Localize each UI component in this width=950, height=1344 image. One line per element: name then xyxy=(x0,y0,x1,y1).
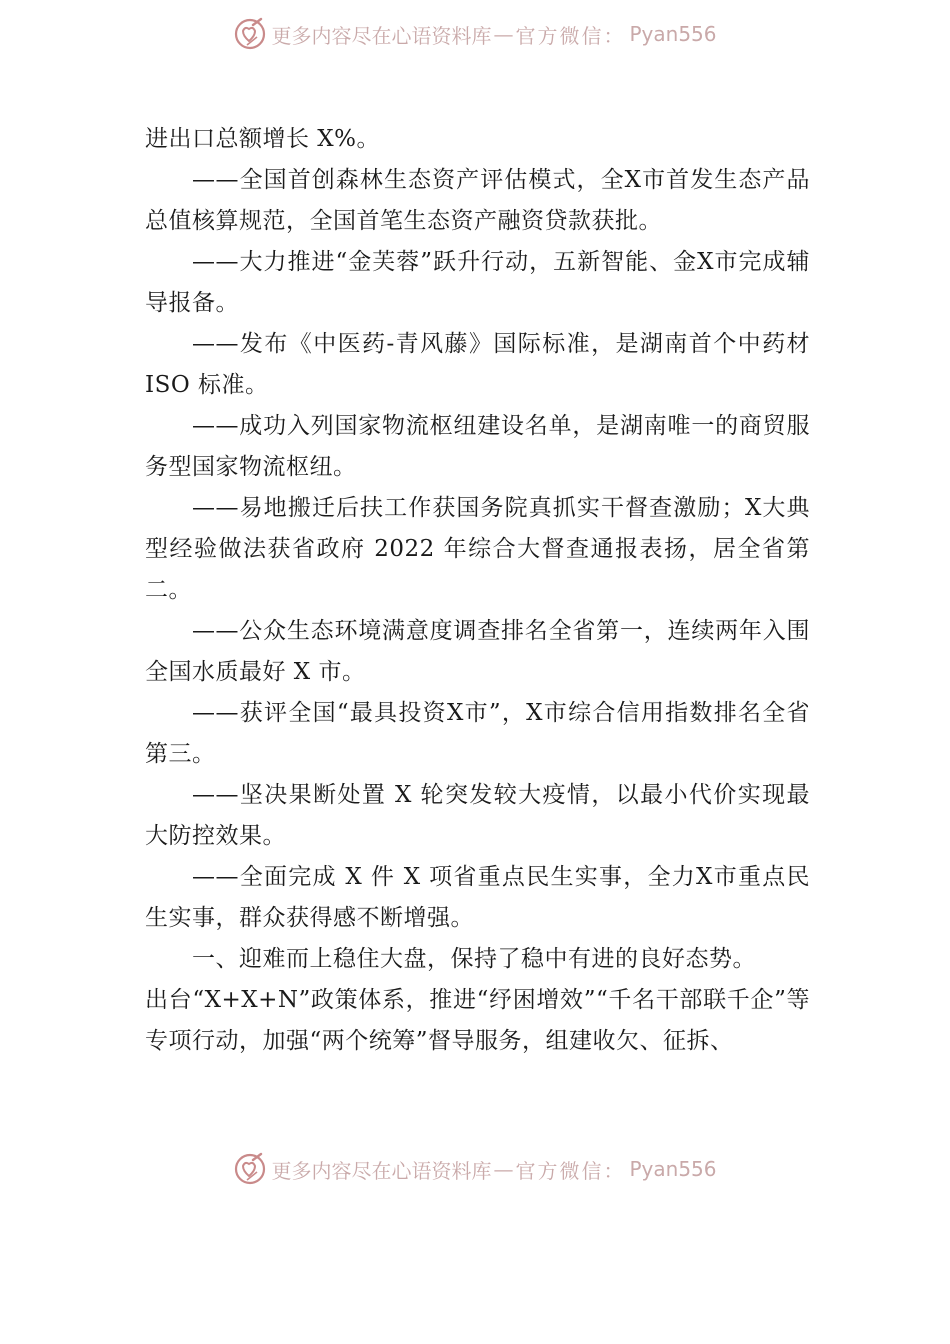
watermark-brand: 更多内容尽在心语资料库 xyxy=(271,23,492,48)
paragraph: ——大力推进“金芙蓉”跃升行动，五新智能、金X市完成辅导报备。 xyxy=(145,249,810,316)
watermark-wechat-id: Pyan556 xyxy=(629,1157,717,1181)
watermark-wechat-id: Pyan556 xyxy=(629,22,717,46)
section-heading: 一、迎难而上稳住大盘，保持了稳中有进的良好态势。 xyxy=(192,946,756,972)
watermark-brand: 更多内容尽在心语资料库 xyxy=(271,1158,492,1183)
paragraph: ——公众生态环境满意度调查排名全省第一，连续两年入围全国水质最好 X 市。 xyxy=(145,618,810,685)
header-watermark xyxy=(0,14,950,54)
watermark-wechat-label: 官方微信： xyxy=(515,23,626,48)
paragraph: ——成功入列国家物流枢纽建设名单，是湖南唯一的商贸服务型国家物流枢纽。 xyxy=(145,413,810,480)
paragraph: 进出口总额增长 X%。 xyxy=(145,126,381,152)
paragraph: 出台“X+X+N”政策体系，推进“纾困增效”“千名干部联千企”等专项行动，加强“两个统筹”督导服务，组建收欠、征拆、 xyxy=(145,987,810,1054)
heart-pen-logo-icon xyxy=(233,1152,267,1186)
heart-pen-logo-icon xyxy=(233,17,267,51)
paragraph: ——获评全国“最具投资X市”，X市综合信用指数排名全省第三。 xyxy=(145,700,810,767)
footer-watermark xyxy=(0,1149,950,1189)
watermark-separator: — xyxy=(493,1157,514,1181)
paragraph: ——全面完成 X 件 X 项省重点民生实事，全力X市重点民生实事，群众获得感不断增强。 xyxy=(145,864,810,931)
document-body xyxy=(145,119,810,1062)
watermark-separator: — xyxy=(493,22,514,46)
paragraph: ——坚决果断处置 X 轮突发较大疫情，以最小代价实现最大防控效果。 xyxy=(145,782,810,849)
watermark-wechat-label: 官方微信： xyxy=(515,1158,626,1183)
paragraph: ——全国首创森林生态资产评估模式，全X市首发生态产品总值核算规范，全国首笔生态资产融资贷款获批。 xyxy=(145,167,810,234)
paragraph: ——易地搬迁后扶工作获国务院真抓实干督查激励；X大典型经验做法获省政府 2022 年综合大督查通报表扬，居全省第二。 xyxy=(145,495,810,603)
paragraph: ——发布《中医药-青风藤》国际标准，是湖南首个中药材 ISO 标准。 xyxy=(145,331,810,398)
